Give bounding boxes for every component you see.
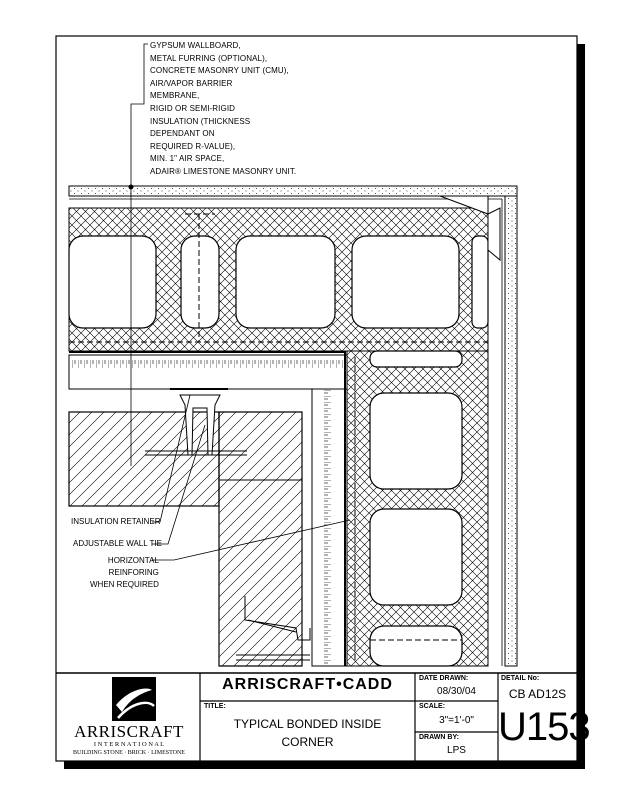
scale-value: 3"=1'-0": [439, 715, 474, 726]
callout-wall-components: [150, 40, 296, 179]
callout-line: AIR/VAPOR BARRIER: [150, 78, 233, 88]
gypsum-wallboard-vertical: [505, 196, 517, 666]
label-line: HORIZONTAL: [107, 556, 159, 565]
date-value: 08/30/04: [437, 686, 476, 697]
limestone-unit-horizontal: [69, 412, 219, 506]
arriscraft-logo-mark: [112, 677, 156, 721]
callout-line: ADAIR® LIMESTONE MASONRY UNIT.: [150, 166, 297, 176]
callout-line: REQUIRED R-VALUE),: [150, 141, 236, 151]
callout-line: CONCRETE MASONRY UNIT (CMU),: [150, 66, 289, 76]
company-cadd: ARRISCRAFT•CADD: [222, 676, 393, 693]
rigid-insulation-horizontal: [69, 355, 347, 389]
detail-number: U153: [498, 705, 590, 749]
callout-line: METAL FURRING (OPTIONAL),: [150, 53, 268, 63]
callout-line: RIGID OR SEMI-RIGID: [150, 103, 236, 113]
detail-code: CB AD12S: [508, 687, 567, 701]
callout-line: MEMBRANE,: [150, 91, 200, 101]
title-label: TITLE:: [204, 703, 226, 710]
callout-line: INSULATION (THICKNESS: [150, 116, 251, 126]
drawn-by-label: DRAWN BY:: [419, 734, 459, 741]
label-insulation-retainer: INSULATION RETAINER: [71, 517, 161, 526]
label-line: WHEN REQUIRED: [90, 580, 159, 589]
callout-line: GYPSUM WALLBOARD,: [150, 41, 241, 50]
logo-tagline: BUILDING STONE · BRICK · LIMESTONE: [73, 750, 185, 756]
label-line: REINFORING: [108, 568, 159, 577]
callout-line: MIN. 1" AIR SPACE,: [150, 154, 225, 164]
scale-label: SCALE:: [419, 703, 446, 710]
detail-label: DETAIL No:: [501, 675, 540, 682]
date-label: DATE DRAWN:: [419, 675, 469, 682]
drawn-by-value: LPS: [447, 745, 466, 756]
drawing-title: TYPICAL BONDED INSIDE CORNER: [233, 717, 382, 749]
gypsum-wallboard-horizontal: [69, 186, 517, 196]
callout-line: DEPENDANT ON: [150, 129, 215, 139]
logo-sub: I N T E R N A T I O N A L: [93, 741, 165, 748]
logo-name: ARRISCRAFT: [74, 722, 184, 741]
label-horizontal-reinforcing: [90, 555, 159, 591]
label-adjustable-wall-tie: ADJUSTABLE WALL TIE: [73, 539, 162, 548]
